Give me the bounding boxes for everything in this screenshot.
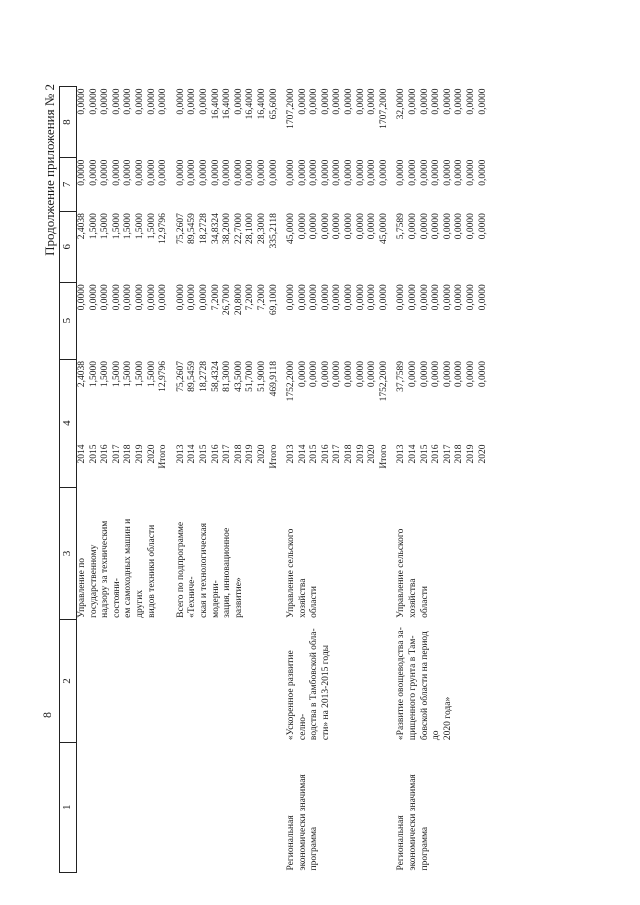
amount-cell: 0,0000 bbox=[134, 88, 145, 115]
year-cell: 2014 bbox=[187, 444, 198, 464]
amount-cell: 0,0000 bbox=[466, 361, 476, 388]
year-cell: 2015 bbox=[198, 444, 209, 464]
cell-line: водства в Тамбовской обла- bbox=[309, 628, 320, 741]
executor-cell bbox=[396, 487, 489, 620]
amount-cell: 0,0000 bbox=[355, 159, 366, 186]
amount-cell: 0,0000 bbox=[431, 88, 442, 115]
amount-cell: 0,0000 bbox=[233, 88, 244, 115]
amount-cell: 0,0000 bbox=[158, 159, 169, 186]
amount-cell: 0,0000 bbox=[77, 159, 87, 186]
year-cell: 2020 bbox=[367, 444, 378, 464]
amount-cell: 0,0000 bbox=[146, 88, 157, 115]
total-label: Итого bbox=[268, 444, 279, 469]
amount-cell: 0,0000 bbox=[332, 284, 343, 311]
amount-cell: 1,5000 bbox=[134, 213, 145, 240]
year-cell: 2017 bbox=[332, 444, 343, 464]
amount-cell: 0,0000 bbox=[297, 284, 308, 311]
year-cell: 2020 bbox=[256, 444, 267, 464]
amount-cell: 0,0000 bbox=[442, 284, 453, 311]
amount-cell: 18,2728 bbox=[198, 213, 209, 245]
amount-cell: 0,0000 bbox=[309, 284, 320, 311]
executor-cell bbox=[176, 487, 280, 620]
amount-cell: 0,0000 bbox=[77, 88, 87, 115]
amount-cell: 0,0000 bbox=[477, 159, 488, 186]
amount-cell: 0,0000 bbox=[442, 361, 453, 388]
amount-cell: 0,0000 bbox=[466, 284, 476, 311]
year-cell: 2020 bbox=[477, 444, 488, 464]
cell-line: 2020 года» bbox=[442, 696, 453, 741]
year-cell: 2013 bbox=[175, 444, 186, 464]
amount-cell: 0,0000 bbox=[268, 159, 279, 186]
column-number: 7 bbox=[60, 158, 77, 212]
cell-line: надзору за техническим состояни- bbox=[100, 520, 122, 618]
total-label: Итого bbox=[378, 444, 389, 469]
program-type-cell bbox=[396, 742, 489, 872]
amount-cell: 28,3000 bbox=[256, 213, 267, 245]
amount-cell: 58,4324 bbox=[210, 361, 221, 392]
amount-cell: 16,4000 bbox=[222, 88, 233, 120]
amount-cell: 0,0000 bbox=[123, 159, 134, 186]
amount-cell: 0,0000 bbox=[286, 159, 297, 186]
amount-cell: 0,0000 bbox=[344, 159, 355, 186]
amount-cell: 0,0000 bbox=[158, 88, 169, 115]
amount-cell: 0,0000 bbox=[123, 284, 134, 311]
amount-cell: 16,4000 bbox=[210, 88, 221, 120]
amount-cell: 2,4038 bbox=[77, 213, 87, 240]
amount-cell: 0,0000 bbox=[146, 284, 157, 311]
amount-cell: 7,2000 bbox=[245, 284, 256, 311]
amount-cell: 0,0000 bbox=[477, 88, 488, 115]
amount-cell: 0,0000 bbox=[408, 159, 419, 186]
amount-cell: 0,0000 bbox=[332, 361, 343, 388]
amount-cell: 0,0000 bbox=[187, 284, 198, 311]
amount-cell: 0,0000 bbox=[100, 88, 111, 115]
amount-cell: 0,0000 bbox=[286, 284, 297, 311]
amount-cell: 75,2607 bbox=[175, 361, 186, 392]
amount-cell: 12,9796 bbox=[158, 213, 169, 245]
year-cell: 2017 bbox=[111, 444, 122, 464]
amount-cell: 12,9796 bbox=[158, 361, 169, 392]
amount-cell: 0,0000 bbox=[297, 361, 308, 388]
amount-cell: 0,0000 bbox=[419, 213, 430, 240]
amount-cell: 20,8000 bbox=[233, 284, 244, 316]
amount-cell: 0,0000 bbox=[355, 213, 366, 240]
cell-line: области bbox=[419, 586, 430, 618]
year-cell: 2017 bbox=[442, 444, 453, 464]
amount-cell: 0,0000 bbox=[332, 159, 343, 186]
table-row bbox=[286, 87, 298, 873]
amount-cell: 0,0000 bbox=[454, 88, 465, 115]
amount-cell: 1,5000 bbox=[88, 361, 99, 388]
amount-cell: 0,0000 bbox=[320, 284, 331, 311]
table-row bbox=[176, 87, 188, 873]
amount-cell: 335,2118 bbox=[268, 213, 279, 249]
cell-line: Региональная bbox=[286, 815, 297, 871]
cell-line: ская и технологическая модерни- bbox=[198, 523, 221, 618]
amount-cell: 0,0000 bbox=[77, 284, 87, 311]
amount-cell: 26,7000 bbox=[222, 284, 233, 316]
amount-cell: 0,0000 bbox=[367, 213, 378, 240]
amount-cell: 0,0000 bbox=[175, 88, 186, 115]
program-name-cell bbox=[77, 620, 170, 742]
amount-cell: 0,0000 bbox=[367, 88, 378, 115]
amount-cell: 0,0000 bbox=[431, 159, 442, 186]
year-cell: 2015 bbox=[88, 444, 99, 464]
program-type-cell bbox=[176, 742, 280, 872]
amount-cell: 0,0000 bbox=[111, 88, 122, 115]
amount-cell: 1,5000 bbox=[134, 361, 145, 388]
year-cell: 2016 bbox=[320, 444, 331, 464]
cell-line: Управление сельского хозяйства bbox=[286, 528, 308, 618]
cell-line: Управление сельского хозяйства bbox=[396, 528, 419, 618]
amount-cell: 0,0000 bbox=[100, 284, 111, 311]
page-caption: Продолжение приложения № 2 bbox=[42, 84, 57, 256]
cell-line: области bbox=[309, 586, 320, 618]
year-cell: 2019 bbox=[134, 444, 145, 464]
cell-line: экономически значимая bbox=[297, 774, 308, 871]
amount-cell: 0,0000 bbox=[431, 284, 442, 311]
amount-cell: 0,0000 bbox=[367, 159, 378, 186]
year-cell: 2013 bbox=[286, 444, 297, 464]
amount-cell: 32,0000 bbox=[396, 88, 407, 120]
amount-cell: 0,0000 bbox=[442, 213, 453, 240]
amount-cell: 0,0000 bbox=[187, 88, 198, 115]
amount-cell: 0,0000 bbox=[367, 361, 378, 388]
cell-line: щищенного грунта в Там- bbox=[408, 635, 419, 741]
year-cell: 2018 bbox=[233, 444, 244, 464]
amount-cell: 1,5000 bbox=[146, 361, 157, 388]
year-cell: 2016 bbox=[210, 444, 221, 464]
column-number-row bbox=[60, 87, 77, 873]
column-number: 8 bbox=[60, 87, 77, 158]
column-number: 5 bbox=[60, 282, 77, 359]
amount-cell: 38,2000 bbox=[222, 213, 233, 245]
amount-cell: 0,0000 bbox=[320, 88, 331, 115]
amount-cell: 1,5000 bbox=[100, 361, 111, 388]
amount-cell: 45,0000 bbox=[286, 213, 297, 245]
amount-cell: 0,0000 bbox=[198, 88, 209, 115]
amount-cell: 0,0000 bbox=[355, 88, 366, 115]
amount-cell: 81,3000 bbox=[222, 361, 233, 392]
column-number: 2 bbox=[60, 620, 77, 742]
amount-cell: 0,0000 bbox=[419, 159, 430, 186]
table-row bbox=[396, 87, 408, 873]
amount-cell: 0,0000 bbox=[466, 159, 476, 186]
amount-cell: 469,9118 bbox=[268, 361, 279, 397]
amount-cell: 34,8324 bbox=[210, 213, 221, 245]
amount-cell: 0,0000 bbox=[297, 159, 308, 186]
amount-cell: 1,5000 bbox=[88, 213, 99, 240]
amount-cell: 0,0000 bbox=[187, 159, 198, 186]
amount-cell: 0,0000 bbox=[477, 213, 488, 240]
amount-cell: 1,5000 bbox=[111, 213, 122, 240]
amount-cell: 22,7000 bbox=[233, 213, 244, 245]
amount-cell: 0,0000 bbox=[88, 159, 99, 186]
amount-cell: 0,0000 bbox=[477, 284, 488, 311]
year-cell: 2015 bbox=[419, 444, 430, 464]
cell-line: бовской области на период до bbox=[419, 631, 442, 741]
amount-cell: 0,0000 bbox=[175, 284, 186, 311]
year-cell: 2019 bbox=[245, 444, 256, 464]
column-number: 6 bbox=[60, 211, 77, 282]
year-cell: 2018 bbox=[344, 444, 355, 464]
cell-line: программа bbox=[309, 826, 320, 871]
year-cell: 2013 bbox=[396, 444, 407, 464]
column-number: 4 bbox=[60, 359, 77, 487]
page-number: 8 bbox=[40, 712, 54, 718]
amount-cell: 0,0000 bbox=[320, 361, 331, 388]
amount-cell: 0,0000 bbox=[344, 284, 355, 311]
amount-cell: 0,0000 bbox=[419, 284, 430, 311]
budget-table bbox=[59, 86, 489, 873]
amount-cell: 69,1000 bbox=[268, 284, 279, 316]
amount-cell: 0,0000 bbox=[454, 284, 465, 311]
amount-cell: 0,0000 bbox=[210, 159, 221, 186]
year-cell: 2014 bbox=[77, 444, 87, 464]
amount-cell: 18,2728 bbox=[198, 361, 209, 392]
amount-cell: 0,0000 bbox=[442, 159, 453, 186]
year-cell: 2016 bbox=[100, 444, 111, 464]
amount-cell: 75,2607 bbox=[175, 213, 186, 245]
year-cell: 2016 bbox=[431, 444, 442, 464]
year-cell: 2014 bbox=[408, 444, 419, 464]
table-body bbox=[77, 87, 490, 873]
amount-cell: 0,0000 bbox=[419, 361, 430, 388]
amount-cell: 0,0000 bbox=[454, 361, 465, 388]
amount-cell: 0,0000 bbox=[175, 159, 186, 186]
cell-line: Управление по государственному bbox=[77, 544, 99, 618]
executor-cell bbox=[77, 487, 170, 620]
amount-cell: 16,4000 bbox=[245, 88, 256, 120]
amount-cell: 45,0000 bbox=[378, 213, 389, 245]
amount-cell: 0,0000 bbox=[408, 213, 419, 240]
year-cell: 2018 bbox=[454, 444, 465, 464]
amount-cell: 0,0000 bbox=[88, 284, 99, 311]
amount-cell: 1752,2000 bbox=[378, 361, 389, 402]
amount-cell: 89,5459 bbox=[187, 213, 198, 245]
amount-cell: 0,0000 bbox=[466, 88, 476, 115]
table-row bbox=[77, 87, 89, 873]
amount-cell: 1,5000 bbox=[123, 213, 134, 240]
amount-cell: 0,0000 bbox=[378, 159, 389, 186]
cell-line: зация, инновационное развитие» bbox=[222, 527, 244, 618]
amount-cell: 0,0000 bbox=[431, 361, 442, 388]
amount-cell: 1707,2000 bbox=[378, 88, 389, 129]
amount-cell: 0,0000 bbox=[442, 88, 453, 115]
amount-cell: 0,0000 bbox=[309, 88, 320, 115]
amount-cell: 0,0000 bbox=[309, 361, 320, 388]
amount-cell: 0,0000 bbox=[134, 284, 145, 311]
cell-line: сти» на 2013-2015 годы bbox=[320, 644, 331, 741]
amount-cell: 0,0000 bbox=[297, 88, 308, 115]
amount-cell: 0,0000 bbox=[320, 159, 331, 186]
amount-cell: 1,5000 bbox=[146, 213, 157, 240]
total-label: Итого bbox=[158, 444, 169, 469]
amount-cell: 0,0000 bbox=[355, 284, 366, 311]
amount-cell: 1,5000 bbox=[111, 361, 122, 388]
column-number: 3 bbox=[60, 487, 77, 620]
amount-cell: 16,4000 bbox=[256, 88, 267, 120]
amount-cell: 0,0000 bbox=[297, 213, 308, 240]
amount-cell: 0,0000 bbox=[198, 284, 209, 311]
amount-cell: 5,7589 bbox=[396, 213, 407, 240]
program-name-cell bbox=[396, 620, 489, 742]
amount-cell: 0,0000 bbox=[396, 159, 407, 186]
program-name-cell bbox=[176, 620, 280, 742]
amount-cell: 28,1000 bbox=[245, 213, 256, 245]
amount-cell: 0,0000 bbox=[320, 213, 331, 240]
year-cell: 2020 bbox=[146, 444, 157, 464]
amount-cell: 0,0000 bbox=[408, 361, 419, 388]
cell-line: «Ускоренное развитие селно- bbox=[286, 650, 308, 741]
amount-cell: 0,0000 bbox=[332, 88, 343, 115]
amount-cell: 0,0000 bbox=[256, 159, 267, 186]
amount-cell: 7,2000 bbox=[210, 284, 221, 311]
amount-cell: 0,0000 bbox=[100, 159, 111, 186]
amount-cell: 37,7589 bbox=[396, 361, 407, 392]
amount-cell: 1,5000 bbox=[123, 361, 134, 388]
cell-line: ем самоходных машин и других bbox=[123, 518, 145, 618]
year-cell: 2018 bbox=[123, 444, 134, 464]
program-type-cell bbox=[77, 742, 170, 872]
amount-cell: 0,0000 bbox=[222, 159, 233, 186]
amount-cell: 0,0000 bbox=[396, 284, 407, 311]
amount-cell: 0,0000 bbox=[454, 213, 465, 240]
amount-cell: 0,0000 bbox=[477, 361, 488, 388]
column-number: 1 bbox=[60, 742, 77, 872]
amount-cell: 0,0000 bbox=[344, 213, 355, 240]
amount-cell: 1,5000 bbox=[100, 213, 111, 240]
cell-line: Всего по подпрограмме «Техниче- bbox=[175, 521, 198, 618]
amount-cell: 0,0000 bbox=[233, 159, 244, 186]
amount-cell: 0,0000 bbox=[408, 88, 419, 115]
amount-cell: 0,0000 bbox=[111, 159, 122, 186]
amount-cell: 0,0000 bbox=[198, 159, 209, 186]
year-cell: 2019 bbox=[466, 444, 476, 464]
cell-line: «Развитие овощеводства за- bbox=[396, 627, 407, 741]
cell-line: Региональная bbox=[396, 815, 407, 871]
amount-cell: 51,7000 bbox=[245, 361, 256, 392]
cell-line: видов техники области bbox=[146, 524, 157, 618]
amount-cell: 89,5459 bbox=[187, 361, 198, 392]
amount-cell: 0,0000 bbox=[332, 213, 343, 240]
amount-cell: 0,0000 bbox=[245, 159, 256, 186]
amount-cell: 51,9000 bbox=[256, 361, 267, 392]
year-cell: 2014 bbox=[297, 444, 308, 464]
amount-cell: 0,0000 bbox=[88, 88, 99, 115]
amount-cell: 7,2000 bbox=[256, 284, 267, 311]
amount-cell: 0,0000 bbox=[134, 159, 145, 186]
amount-cell: 0,0000 bbox=[419, 88, 430, 115]
amount-cell: 0,0000 bbox=[123, 88, 134, 115]
executor-cell bbox=[286, 487, 390, 620]
amount-cell: 0,0000 bbox=[431, 213, 442, 240]
amount-cell: 43,5000 bbox=[233, 361, 244, 392]
amount-cell: 0,0000 bbox=[466, 213, 476, 240]
amount-cell: 0,0000 bbox=[146, 159, 157, 186]
cell-line: программа bbox=[419, 826, 430, 871]
program-type-cell bbox=[286, 742, 390, 872]
amount-cell: 2,4038 bbox=[77, 361, 87, 388]
amount-cell: 0,0000 bbox=[344, 88, 355, 115]
amount-cell: 0,0000 bbox=[355, 361, 366, 388]
amount-cell: 65,6000 bbox=[268, 88, 279, 120]
amount-cell: 0,0000 bbox=[367, 284, 378, 311]
amount-cell: 1752,2000 bbox=[286, 361, 297, 402]
year-cell: 2017 bbox=[222, 444, 233, 464]
amount-cell: 0,0000 bbox=[408, 284, 419, 311]
amount-cell: 0,0000 bbox=[158, 284, 169, 311]
amount-cell: 0,0000 bbox=[378, 284, 389, 311]
program-name-cell bbox=[286, 620, 390, 742]
amount-cell: 0,0000 bbox=[309, 159, 320, 186]
amount-cell: 0,0000 bbox=[344, 361, 355, 388]
amount-cell: 0,0000 bbox=[111, 284, 122, 311]
year-cell: 2019 bbox=[355, 444, 366, 464]
year-cell: 2015 bbox=[309, 444, 320, 464]
amount-cell: 1707,2000 bbox=[286, 88, 297, 129]
amount-cell: 0,0000 bbox=[454, 159, 465, 186]
cell-line: экономически значимая bbox=[408, 774, 419, 871]
amount-cell: 0,0000 bbox=[309, 213, 320, 240]
